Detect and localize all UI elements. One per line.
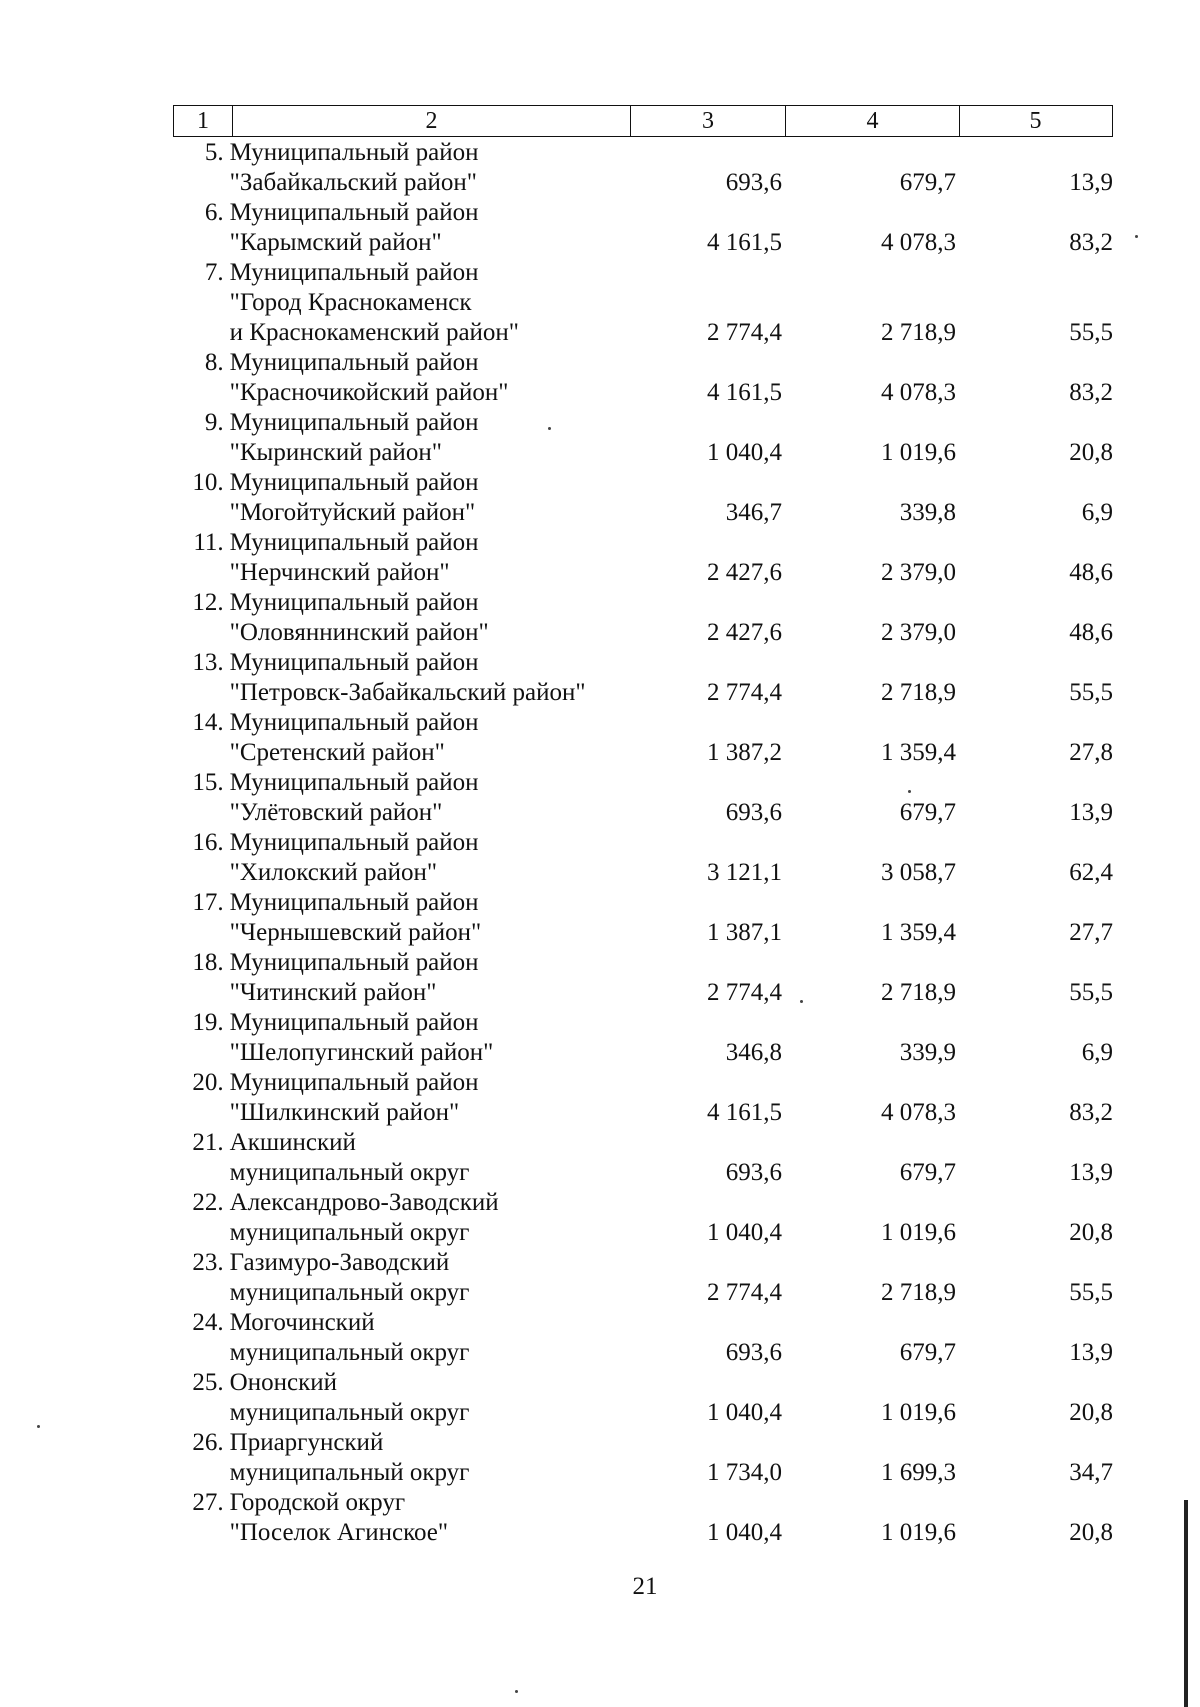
- municipality-name-line: Городской округ: [229, 1489, 406, 1516]
- row-values: [627, 1034, 1113, 1068]
- value-column-3: 4 161,5: [707, 379, 782, 406]
- scan-speck: [515, 1690, 518, 1693]
- municipality-name: [228, 1008, 627, 1068]
- municipality-name-line: муниципальный округ: [229, 1459, 470, 1486]
- municipality-name-line: Муниципальный район: [229, 589, 479, 616]
- municipality-name-line: "Кыринский район": [229, 439, 442, 466]
- value-column-3: 4 161,5: [707, 1099, 782, 1126]
- municipality-name-line: Муниципальный район: [229, 1069, 479, 1096]
- scan-speck: [800, 1000, 803, 1003]
- row-values: [627, 674, 1113, 708]
- value-column-5: 13,9: [1069, 1159, 1113, 1186]
- header-cell-2: 2: [233, 106, 631, 136]
- value-column-4: 1 019,6: [881, 1219, 956, 1246]
- value-column-3: 2 774,4: [707, 979, 782, 1006]
- municipality-name-line: Могочинский: [229, 1309, 375, 1336]
- municipality-name: [228, 1488, 627, 1548]
- row-number: 26.: [192, 1429, 224, 1456]
- row-values: [627, 614, 1113, 648]
- value-column-5: 6,9: [1081, 499, 1113, 526]
- municipality-name: [228, 1188, 627, 1248]
- value-column-3: 1 387,2: [707, 739, 782, 766]
- row-values: [627, 1334, 1113, 1368]
- row-number: 8.: [204, 349, 224, 376]
- table-row: [173, 948, 1113, 1008]
- value-column-5: 20,8: [1069, 1519, 1113, 1546]
- row-number: 10.: [192, 469, 224, 496]
- municipality-name: [228, 528, 627, 588]
- value-column-4: 2 379,0: [881, 559, 956, 586]
- municipality-name-line: муниципальный округ: [229, 1159, 470, 1186]
- header-cell-4: 4: [786, 106, 960, 136]
- municipality-name: [228, 138, 627, 198]
- value-column-5: 34,7: [1069, 1459, 1113, 1486]
- municipality-name-line: "Поселок Агинское": [229, 1519, 449, 1546]
- value-column-3: 346,8: [725, 1039, 782, 1066]
- value-column-5: 27,8: [1069, 739, 1113, 766]
- table-row: [173, 138, 1113, 198]
- municipality-name-line: "Шелопугинский район": [229, 1039, 494, 1066]
- value-column-3: 1 734,0: [707, 1459, 782, 1486]
- municipality-name-line: "Хилокский район": [229, 859, 438, 886]
- municipality-name-line: "Читинский район": [229, 979, 437, 1006]
- row-values: [627, 434, 1113, 468]
- value-column-3: 693,6: [725, 799, 782, 826]
- municipality-name-line: "Нерчинский район": [229, 559, 450, 586]
- value-column-4: 1 359,4: [881, 739, 956, 766]
- value-column-4: 679,7: [899, 799, 956, 826]
- header-cell-5: 5: [1029, 108, 1042, 134]
- municipality-name: [228, 1248, 627, 1308]
- municipality-name-line: "Сретенский район": [229, 739, 445, 766]
- value-column-3: 1 040,4: [707, 439, 782, 466]
- row-values: [627, 494, 1113, 528]
- value-column-4: 2 718,9: [881, 1279, 956, 1306]
- municipality-name-line: Муниципальный район: [229, 829, 479, 856]
- value-column-5: 13,9: [1069, 1339, 1113, 1366]
- municipality-name-line: "Шилкинский район": [229, 1099, 460, 1126]
- municipality-name-line: и Краснокаменский район": [229, 319, 519, 346]
- value-column-5: 62,4: [1069, 859, 1113, 886]
- value-column-5: 20,8: [1069, 439, 1113, 466]
- row-number: 6.: [204, 199, 224, 226]
- row-number: 19.: [192, 1009, 224, 1036]
- value-column-3: 1 040,4: [707, 1519, 782, 1546]
- row-values: [627, 1454, 1113, 1488]
- row-values: [627, 374, 1113, 408]
- value-column-5: 83,2: [1069, 229, 1113, 256]
- table-row: [173, 588, 1113, 648]
- value-column-4: 679,7: [899, 169, 956, 196]
- municipality-name-line: Газимуро-Заводский: [229, 1249, 450, 1276]
- row-number: 21.: [192, 1129, 224, 1156]
- municipality-name-line: Приаргунский: [229, 1429, 384, 1456]
- municipality-name-line: Муниципальный район: [229, 139, 479, 166]
- municipality-name-line: "Красночикойский район": [229, 379, 509, 406]
- municipality-name: [228, 768, 627, 828]
- row-values: [627, 1154, 1113, 1188]
- row-number: 18.: [192, 949, 224, 976]
- municipality-name: [228, 408, 627, 468]
- municipality-name-line: Муниципальный район: [229, 949, 479, 976]
- value-column-3: 2 774,4: [707, 319, 782, 346]
- value-column-3: 2 774,4: [707, 679, 782, 706]
- value-column-4: 1 019,6: [881, 439, 956, 466]
- row-values: [627, 914, 1113, 948]
- value-column-4: 339,8: [899, 499, 956, 526]
- value-column-5: 6,9: [1081, 1039, 1113, 1066]
- value-column-3: 2 774,4: [707, 1279, 782, 1306]
- municipality-name: [228, 348, 627, 408]
- row-number: 9.: [204, 409, 224, 436]
- municipality-name: [228, 648, 627, 708]
- municipality-name-line: муниципальный округ: [229, 1279, 470, 1306]
- row-values: [627, 794, 1113, 828]
- page-number: 21: [632, 1573, 658, 1600]
- value-column-3: 1 387,1: [707, 919, 782, 946]
- municipality-name-line: Муниципальный район: [229, 649, 479, 676]
- table-row: [173, 1068, 1113, 1128]
- row-number: 12.: [192, 589, 224, 616]
- table-row: [173, 768, 1113, 828]
- municipality-name: [228, 198, 627, 258]
- row-number: 7.: [204, 259, 224, 286]
- municipality-name: [228, 1368, 627, 1428]
- header-cell-3: 3: [631, 106, 786, 136]
- value-column-5: 55,5: [1069, 1279, 1113, 1306]
- value-column-4: 3 058,7: [881, 859, 956, 886]
- table-row: [173, 408, 1113, 468]
- value-column-3: 3 121,1: [707, 859, 782, 886]
- value-column-3: 2 427,6: [707, 559, 782, 586]
- municipality-name-line: Муниципальный район: [229, 259, 479, 286]
- table-row: [173, 198, 1113, 258]
- value-column-5: 55,5: [1069, 319, 1113, 346]
- value-column-5: 48,6: [1069, 619, 1113, 646]
- row-values: [627, 554, 1113, 588]
- value-column-4: 2 718,9: [881, 979, 956, 1006]
- row-number: 20.: [192, 1069, 224, 1096]
- table-body: [173, 138, 1113, 1548]
- value-column-5: 55,5: [1069, 679, 1113, 706]
- value-column-4: 1 019,6: [881, 1519, 956, 1546]
- row-values: [627, 164, 1113, 198]
- value-column-5: 20,8: [1069, 1219, 1113, 1246]
- municipality-name-line: муниципальный округ: [229, 1399, 470, 1426]
- municipality-name: [228, 948, 627, 1008]
- row-values: [627, 1274, 1113, 1308]
- value-column-4: 4 078,3: [881, 1099, 956, 1126]
- row-number: 25.: [192, 1369, 224, 1396]
- municipality-name-line: муниципальный округ: [229, 1219, 470, 1246]
- value-column-5: 55,5: [1069, 979, 1113, 1006]
- municipality-name-line: Муниципальный район: [229, 1009, 479, 1036]
- scan-speck: [1135, 235, 1138, 238]
- municipality-name: [228, 1308, 627, 1368]
- header-cell-1: 1: [174, 106, 233, 136]
- municipality-name: [228, 468, 627, 528]
- municipality-name-line: Муниципальный район: [229, 349, 479, 376]
- row-values: [627, 224, 1113, 258]
- municipality-name-line: "Петровск-Забайкальский район": [229, 679, 586, 706]
- municipality-name: [228, 258, 627, 348]
- row-number: 17.: [192, 889, 224, 916]
- municipality-name-line: Акшинский: [229, 1129, 356, 1156]
- value-column-4: 1 019,6: [881, 1399, 956, 1426]
- row-number: 5.: [204, 139, 224, 166]
- value-column-4: 679,7: [899, 1159, 956, 1186]
- table-row: [173, 828, 1113, 888]
- row-values: [627, 1514, 1113, 1548]
- municipality-name-line: Александрово-Заводский: [229, 1189, 499, 1216]
- value-column-3: 346,7: [725, 499, 782, 526]
- value-column-5: 83,2: [1069, 1099, 1113, 1126]
- value-column-3: 2 427,6: [707, 619, 782, 646]
- table-row: [173, 708, 1113, 768]
- row-values: [627, 734, 1113, 768]
- municipality-name-line: "Улётовский район": [229, 799, 443, 826]
- municipality-name: [228, 1068, 627, 1128]
- value-column-3: 693,6: [725, 1159, 782, 1186]
- value-column-3: 1 040,4: [707, 1399, 782, 1426]
- value-column-3: 1 040,4: [707, 1219, 782, 1246]
- municipality-name-line: "Чернышевский район": [229, 919, 482, 946]
- scan-edge-shadow: [1184, 1500, 1188, 1707]
- value-column-4: 679,7: [899, 1339, 956, 1366]
- value-column-4: 2 718,9: [881, 679, 956, 706]
- table-header-row: [173, 105, 1113, 137]
- value-column-5: 27,7: [1069, 919, 1113, 946]
- value-column-5: 13,9: [1069, 799, 1113, 826]
- row-number: 24.: [192, 1309, 224, 1336]
- table-row: [173, 1248, 1113, 1308]
- municipality-name-line: "Город Краснокаменск: [229, 289, 472, 316]
- value-column-4: 4 078,3: [881, 379, 956, 406]
- municipality-name: [228, 828, 627, 888]
- value-column-3: 693,6: [725, 169, 782, 196]
- municipality-name-line: "Оловяннинский район": [229, 619, 489, 646]
- municipality-name-line: Муниципальный район: [229, 199, 479, 226]
- value-column-3: 693,6: [725, 1339, 782, 1366]
- row-number: 15.: [192, 769, 224, 796]
- row-number: 22.: [192, 1189, 224, 1216]
- table-row: [173, 258, 1113, 348]
- table-row: [173, 468, 1113, 528]
- value-column-3: 4 161,5: [707, 229, 782, 256]
- municipality-name-line: Ононский: [229, 1369, 337, 1396]
- value-column-4: 4 078,3: [881, 229, 956, 256]
- value-column-5: 48,6: [1069, 559, 1113, 586]
- municipality-name-line: Муниципальный район: [229, 709, 479, 736]
- table-row: [173, 648, 1113, 708]
- row-values: [627, 1094, 1113, 1128]
- municipality-name-line: "Могойтуйский район": [229, 499, 476, 526]
- table-row: [173, 348, 1113, 408]
- table-row: [173, 1368, 1113, 1428]
- row-number: 11.: [193, 529, 224, 556]
- row-values: [627, 854, 1113, 888]
- municipality-name-line: Муниципальный район: [229, 409, 479, 436]
- municipality-name-line: муниципальный округ: [229, 1339, 470, 1366]
- municipality-name-line: Муниципальный район: [229, 469, 479, 496]
- scan-speck: [548, 427, 551, 430]
- municipality-name-line: "Карымский район": [229, 229, 442, 256]
- row-number: 14.: [192, 709, 224, 736]
- table-row: [173, 1188, 1113, 1248]
- municipality-name: [228, 1128, 627, 1188]
- value-column-4: 1 359,4: [881, 919, 956, 946]
- municipality-name-line: "Забайкальский район": [229, 169, 477, 196]
- value-column-4: 2 379,0: [881, 619, 956, 646]
- row-number: 27.: [192, 1489, 224, 1516]
- municipality-name-line: Муниципальный район: [229, 769, 479, 796]
- table-row: [173, 1428, 1113, 1488]
- municipality-name: [228, 588, 627, 648]
- municipality-name: [228, 708, 627, 768]
- value-column-4: 2 718,9: [881, 319, 956, 346]
- table-row: [173, 888, 1113, 948]
- scan-speck: [908, 790, 911, 793]
- row-values: [627, 974, 1113, 1008]
- value-column-4: 339,9: [899, 1039, 956, 1066]
- municipality-name-line: Муниципальный район: [229, 529, 479, 556]
- row-number: 23.: [192, 1249, 224, 1276]
- value-column-5: 20,8: [1069, 1399, 1113, 1426]
- row-values: [627, 1214, 1113, 1248]
- row-values: [627, 1394, 1113, 1428]
- municipality-name: [228, 888, 627, 948]
- table-row: [173, 1488, 1113, 1548]
- value-column-5: 83,2: [1069, 379, 1113, 406]
- table-row: [173, 528, 1113, 588]
- row-number: 13.: [192, 649, 224, 676]
- municipality-name-line: Муниципальный район: [229, 889, 479, 916]
- municipality-name: [228, 1428, 627, 1488]
- value-column-4: 1 699,3: [881, 1459, 956, 1486]
- row-number: 16.: [192, 829, 224, 856]
- table-row: [173, 1308, 1113, 1368]
- row-values: [627, 314, 1113, 348]
- scan-speck: [37, 1425, 40, 1428]
- value-column-5: 13,9: [1069, 169, 1113, 196]
- table-row: [173, 1008, 1113, 1068]
- table-row: [173, 1128, 1113, 1188]
